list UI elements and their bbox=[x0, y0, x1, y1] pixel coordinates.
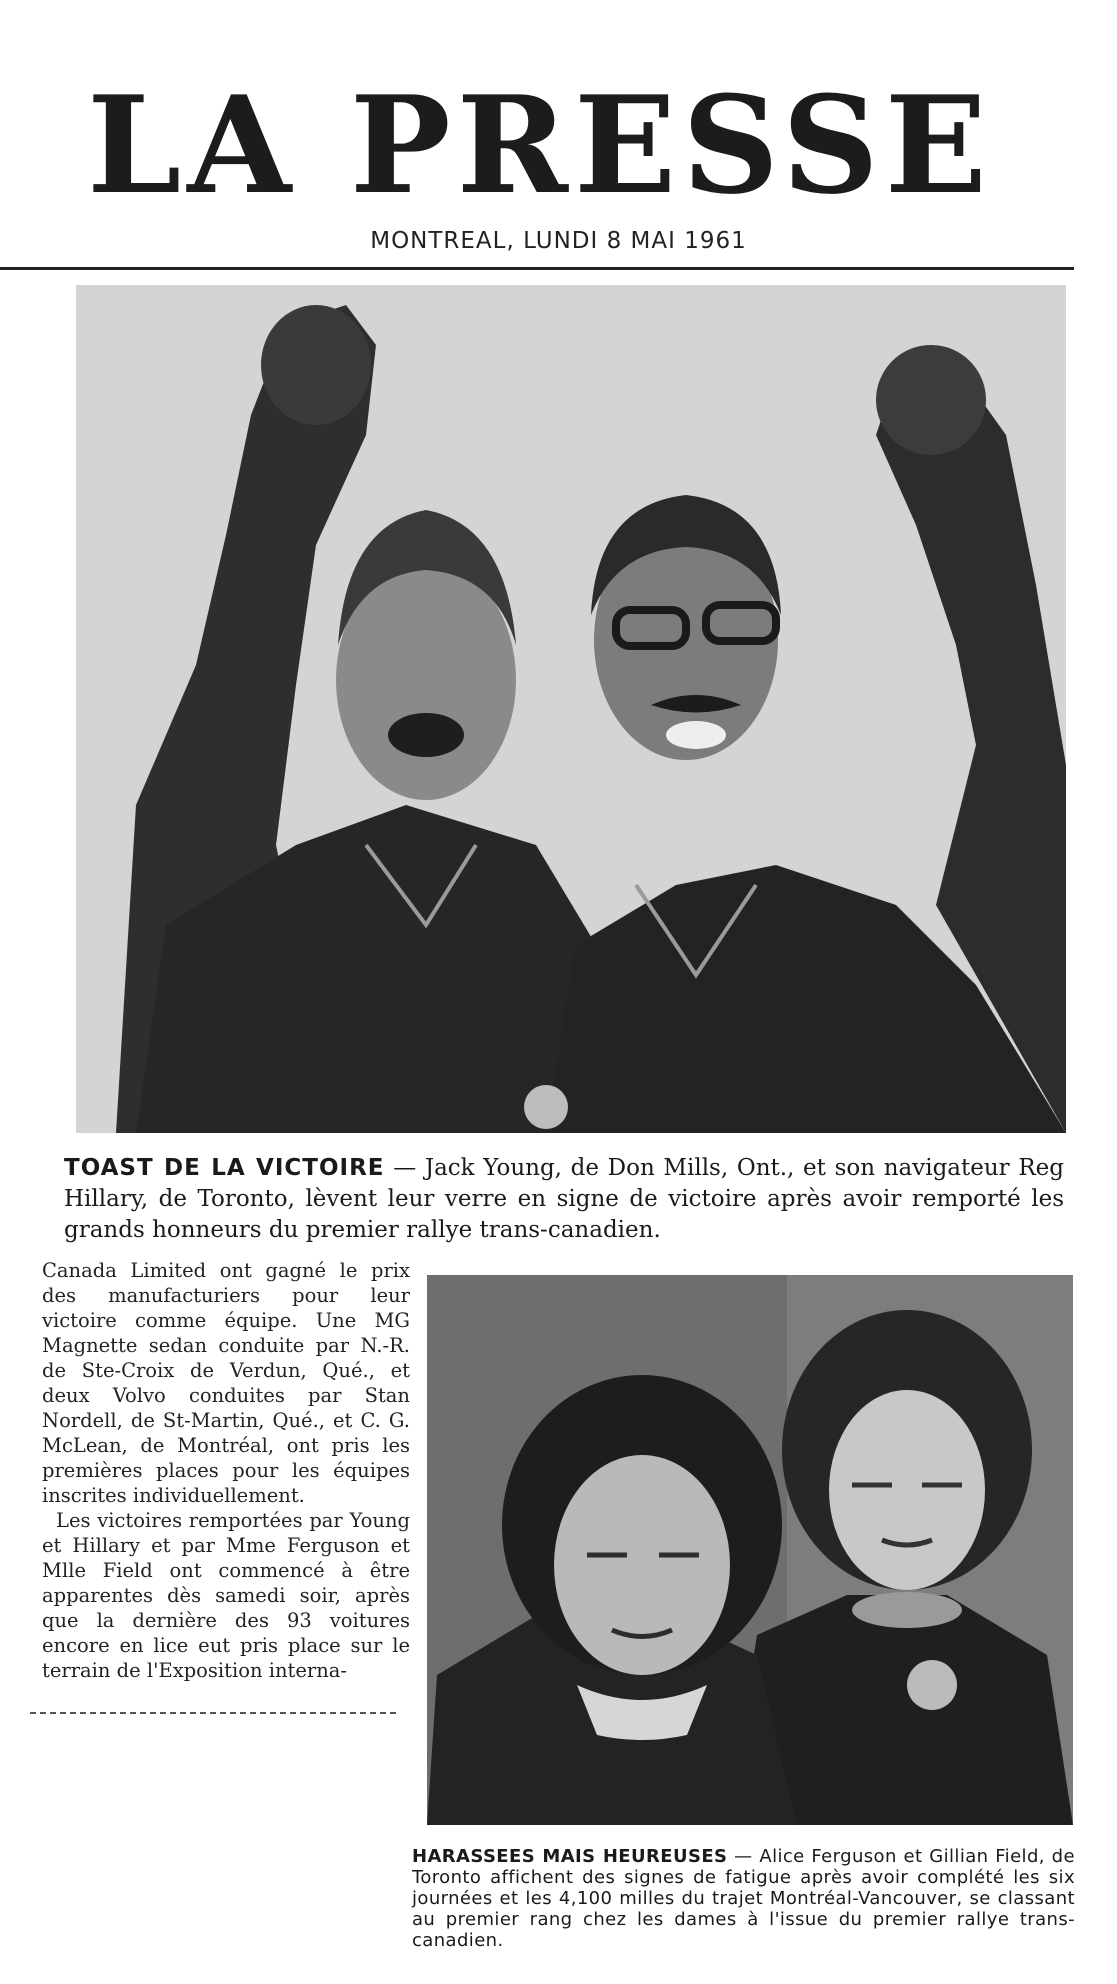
two-men-raising-glasses-image bbox=[76, 285, 1066, 1133]
article-column bbox=[42, 1258, 410, 1683]
article-paragraph: Les victoires remportées par Young et Hillary et par Mme Ferguson et Mlle Field ont commencé à être apparentes dès samedi soir, après que la dernière des 93 voitures encore en lice eut pris place sur le terrain de l'Exposition interna- bbox=[42, 1509, 410, 1682]
bottom-caption-heading: HARASSEES MAIS HEUREUSES bbox=[412, 1846, 728, 1867]
bottom-caption-text: — Alice Ferguson et Gillian Field, de Toronto affichent des signes de fatigue après avoir complété les six journées et les 4,100 milles du trajet Montréal-Vancouver, se classant au premier rang chez les dames à l'issue du premier rallye trans-canadien. bbox=[412, 1846, 1075, 1951]
victory-toast-photo bbox=[76, 285, 1066, 1133]
top-caption-text: — Jack Young, de Don Mills, Ont., et son navigateur Reg Hillary, de Toronto, lèvent leur verre en signe de victoire après avoir remporté les grands honneurs du premier rallye trans-canadien. bbox=[64, 1155, 1065, 1243]
dateline: MONTREAL, LUNDI 8 MAI 1961 bbox=[370, 228, 747, 254]
top-caption-heading: TOAST DE LA VICTOIRE bbox=[64, 1155, 385, 1181]
two-women-photo bbox=[427, 1275, 1073, 1825]
top-photo-caption bbox=[64, 1153, 1064, 1246]
article-paragraph: Canada Limited ont gagné le prix des manufacturiers pour leur victoire comme équipe. Une MG Magnette sedan conduite par N.-R. de Ste-Croix de Verdun, Qué., et deux Volvo conduites par Stan Nordell, de St-Martin, Qué., et C. G. McLean, de Montréal, ont pris les premières places pour les équipes inscrites individuellement. bbox=[42, 1259, 410, 1507]
masthead: LA PRESSE bbox=[87, 66, 993, 224]
two-women-image bbox=[427, 1275, 1073, 1825]
header-rule bbox=[0, 267, 1074, 270]
bottom-photo-caption bbox=[412, 1846, 1075, 1951]
article-end-rule bbox=[30, 1712, 396, 1714]
